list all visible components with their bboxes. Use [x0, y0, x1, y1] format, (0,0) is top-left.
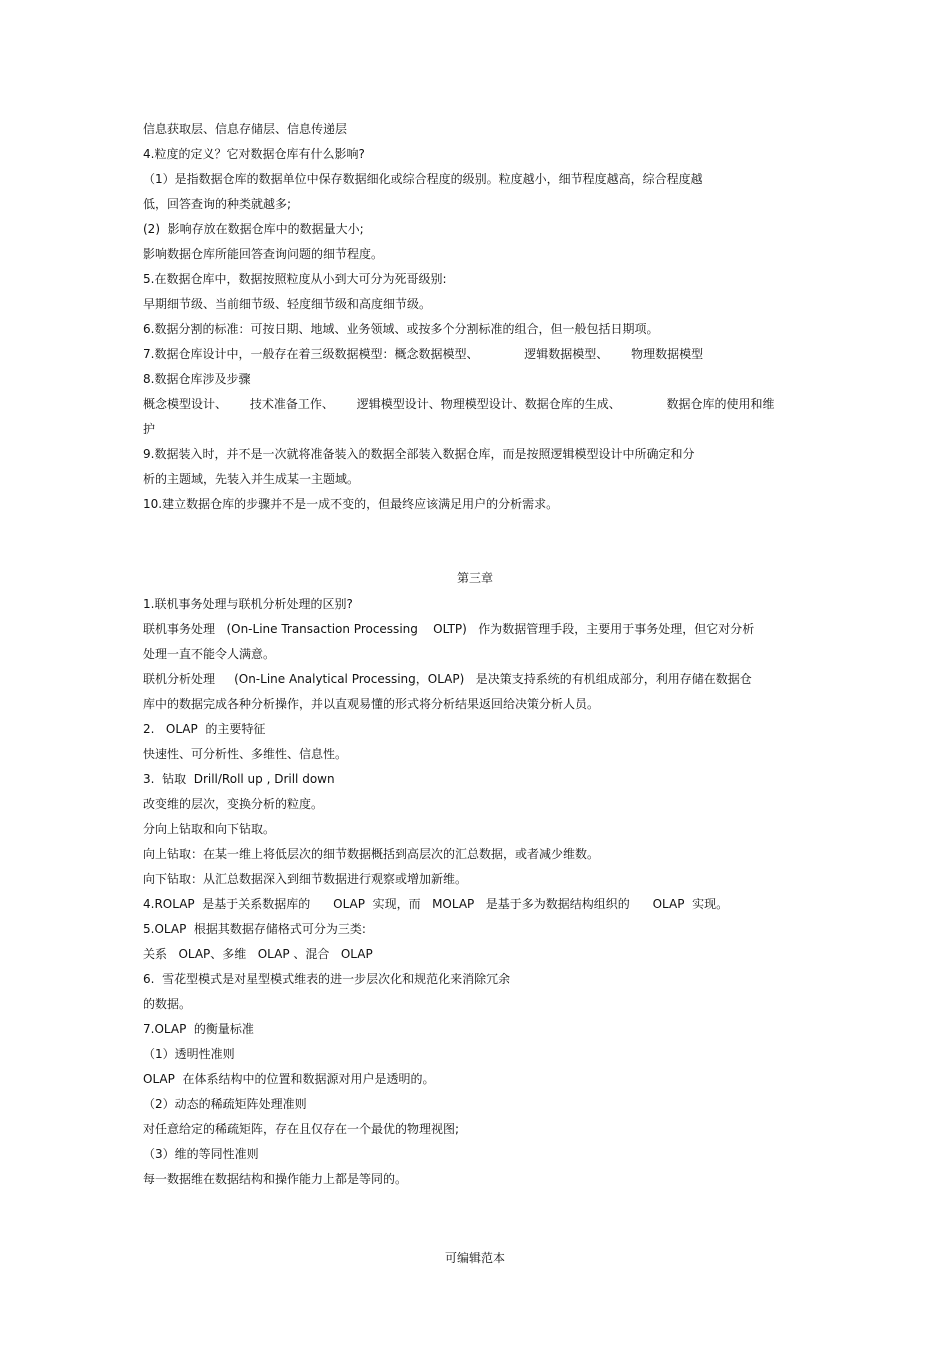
text-line: 对任意给定的稀疏矩阵，存在且仅存在一个最优的物理视图; — [143, 1122, 460, 1136]
text-line: 析的主题域，先装入并生成某一主题域。 — [143, 472, 360, 486]
text-line: 2. OLAP 的主要特征 — [143, 722, 266, 736]
text-line: (2) 影响存放在数据仓库中的数据量大小; — [143, 222, 364, 236]
text-line: （1）是指数据仓库的数据单位中保存数据细化或综合程度的级别。粒度越小，细节程度越高，综合程度越 — [143, 172, 703, 186]
text-line: 早期细节级、当前细节级、轻度细节级和高度细节级。 — [143, 297, 432, 311]
text-line: 联机事务处理 (On-Line Transaction Processing OLTP) 作为数据管理手段，主要用于事务处理，但它对分析 — [143, 622, 755, 636]
text-line: 处理一直不能令人满意。 — [143, 647, 276, 661]
text-line: 向下钻取：从汇总数据深入到细节数据进行观察或增加新维。 — [143, 872, 468, 886]
text-line: 库中的数据完成各种分析操作，并以直观易懂的形式将分析结果返回给决策分析人员。 — [143, 697, 600, 711]
text-line: （3）维的等同性准则 — [143, 1147, 259, 1161]
chapter-title: 第三章 — [456, 571, 493, 585]
text-line: 5.在数据仓库中，数据按照粒度从小到大可分为死哥级别: — [143, 272, 447, 286]
text-line: 的数据。 — [143, 997, 192, 1011]
text-line: 4.ROLAP 是基于关系数据库的 OLAP 实现，而 MOLAP 是基于多为数据结构组织的 OLAP 实现。 — [143, 897, 729, 911]
text-line: 8.数据仓库涉及步骤 — [143, 372, 251, 386]
text-line: 影响数据仓库所能回答查询问题的细节程度。 — [143, 247, 384, 261]
text-line: 每一数据维在数据结构和操作能力上都是等同的。 — [143, 1172, 408, 1186]
text-line: （2）动态的稀疏矩阵处理准则 — [143, 1097, 307, 1111]
text-line: 快速性、可分析性、多维性、信息性。 — [143, 747, 348, 761]
text-line: 低，回答查询的种类就越多; — [143, 197, 292, 211]
text-line: 改变维的层次，变换分析的粒度。 — [143, 797, 324, 811]
text-line: 9.数据装入时，并不是一次就将准备装入的数据全部装入数据仓库，而是按照逻辑模型设计中所确定和分 — [143, 447, 695, 461]
text-line: 护 — [143, 422, 156, 436]
text-line: （1）透明性准则 — [143, 1047, 235, 1061]
text-line: 联机分析处理 (On-Line Analytical Processing，OLAP) 是决策支持系统的有机组成部分，利用存储在数据仓 — [143, 672, 752, 686]
text-line: 1.联机事务处理与联机分析处理的区别? — [143, 597, 353, 611]
page-footer: 可编辑范本 — [444, 1251, 505, 1265]
text-line: 6. 雪花型模式是对星型模式维表的进一步层次化和规范化来消除冗余 — [143, 972, 511, 986]
text-line: 5.OLAP 根据其数据存储格式可分为三类: — [143, 922, 366, 936]
text-line: 关系 OLAP、多维 OLAP 、混合 OLAP — [143, 947, 373, 961]
text-line: OLAP 在体系结构中的位置和数据源对用户是透明的。 — [143, 1072, 435, 1086]
text-line: 7.OLAP 的衡量标准 — [143, 1022, 254, 1036]
text-line: 3. 钻取 Drill/Roll up , Drill down — [143, 772, 335, 786]
text-line: 概念模型设计、 技术准备工作、 逻辑模型设计、物理模型设计、数据仓库的生成、 数据仓库的使用和维 — [143, 397, 775, 411]
text-line: 向上钻取：在某一维上将低层次的细节数据概括到高层次的汇总数据，或者减少维数。 — [143, 847, 600, 861]
text-line: 7.数据仓库设计中，一般存在着三级数据模型：概念数据模型、 逻辑数据模型、 物理数据模型 — [143, 347, 704, 361]
text-line: 10.建立数据仓库的步骤并不是一成不变的，但最终应该满足用户的分析需求。 — [143, 497, 559, 511]
text-line: 6.数据分割的标准：可按日期、地域、业务领域、或按多个分割标准的组合，但一般包括日期项。 — [143, 322, 659, 336]
text-line: 4.粒度的定义？它对数据仓库有什么影响? — [143, 147, 365, 161]
text-line: 分向上钻取和向下钻取。 — [143, 822, 276, 836]
text-line: 信息获取层、信息存储层、信息传递层 — [143, 122, 348, 136]
